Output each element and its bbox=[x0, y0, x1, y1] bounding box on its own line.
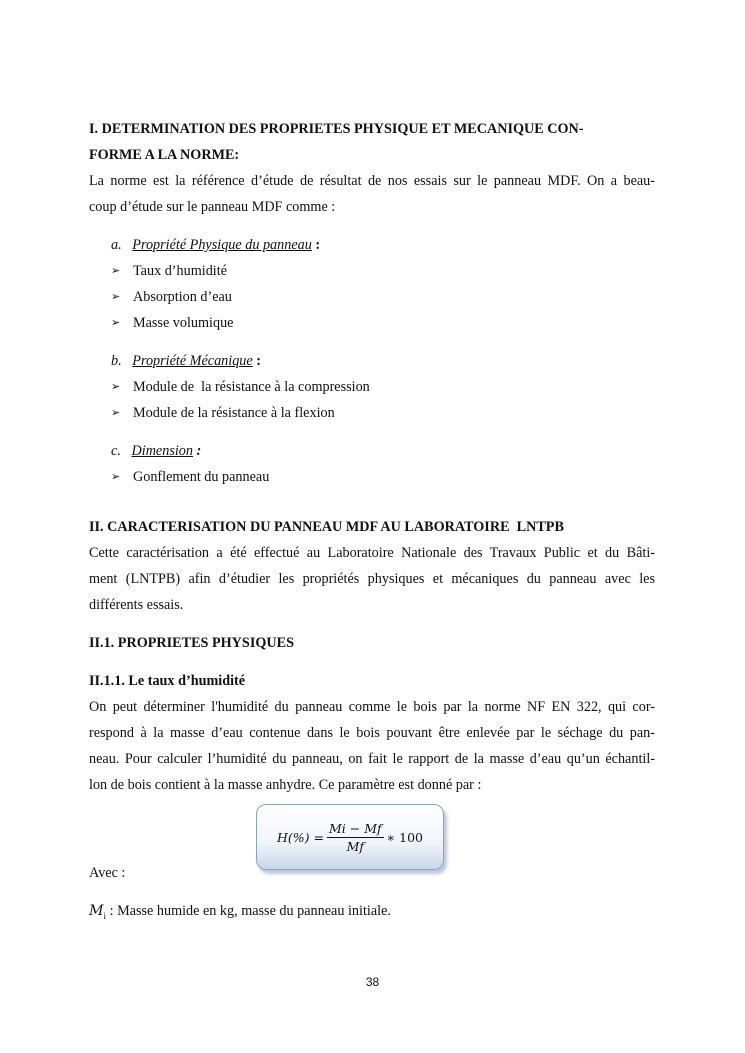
list-item-text: Absorption d’eau bbox=[133, 289, 232, 305]
list-item bbox=[111, 400, 655, 426]
section-1-intro-line1: La norme est la référence d’étude de résultat de nos essais sur le panneau MDF. On a beau- bbox=[89, 173, 655, 189]
definition-symbol: M bbox=[89, 903, 104, 919]
section-1-intro-line2: coup d’étude sur le panneau MDF comme : bbox=[89, 199, 336, 215]
section-2-1-1-title: II.1.1. Le taux d’humidité bbox=[89, 673, 246, 689]
document-page bbox=[89, 116, 655, 929]
list-item bbox=[111, 258, 655, 284]
arrow-right-icon: ➢ bbox=[111, 265, 121, 277]
group-b-heading bbox=[111, 348, 655, 374]
list-item bbox=[111, 284, 655, 310]
section-2-1-1-para-line4: lon de bois contient à la masse anhydre. Ce paramètre est donné par : bbox=[89, 777, 482, 793]
arrow-right-icon: ➢ bbox=[111, 407, 121, 419]
formula-numerator: Mi − Mf bbox=[329, 820, 382, 836]
list-item-text: Taux d’humidité bbox=[133, 263, 227, 279]
section-2-para-line1: Cette caractérisation a été effectué au Laboratoire Nationale des Travaux Public et du Bâti- bbox=[89, 545, 655, 561]
humidity-formula bbox=[277, 821, 423, 854]
definition-text: : Masse humide en kg, masse du panneau initiale. bbox=[106, 903, 391, 919]
group-c-label: Dimension bbox=[131, 443, 193, 459]
list-item-text: Masse volumique bbox=[133, 315, 234, 331]
formula-lhs: H(%) = bbox=[277, 829, 324, 845]
list-item bbox=[111, 310, 655, 336]
section-2-para-line2: ment (LNTPB) afin d’étudier les propriétés physiques et mécaniques du panneau avec les bbox=[89, 571, 655, 587]
section-2-1-title: II.1. PROPRIETES PHYSIQUES bbox=[89, 635, 294, 651]
section-2-1-1-para-line2: respond à la masse d’eau contenue dans le bois pouvant être enlevée par le séchage du pan- bbox=[89, 725, 655, 741]
definition-subscript: i bbox=[103, 910, 107, 921]
section-1-title-line1: I. DETERMINATION DES PROPRIETES PHYSIQUE ET MECANIQUE CON- bbox=[89, 121, 584, 137]
formula-box bbox=[256, 804, 444, 870]
arrow-right-icon: ➢ bbox=[111, 291, 121, 303]
group-a-heading bbox=[111, 232, 655, 258]
arrow-right-icon: ➢ bbox=[111, 317, 121, 329]
formula-rhs: ∗ 100 bbox=[386, 829, 423, 845]
formula-fraction bbox=[327, 821, 384, 854]
section-2-title: II. CARACTERISATION DU PANNEAU MDF AU LABORATOIRE LNTPB bbox=[89, 519, 564, 535]
section-2-para-line3: différents essais. bbox=[89, 597, 184, 613]
list-item bbox=[111, 374, 655, 400]
arrow-right-icon: ➢ bbox=[111, 471, 121, 483]
group-a-colon: : bbox=[311, 237, 321, 253]
formula-container bbox=[89, 804, 655, 874]
list-item-text: Gonflement du panneau bbox=[133, 469, 270, 485]
group-a-marker: a. bbox=[111, 237, 122, 253]
group-b-marker: b. bbox=[111, 353, 122, 369]
section-2-1-1-para-line3: neau. Pour calculer l’humidité du panneau, on fait le rapport de la masse d’eau qu’un échantil- bbox=[89, 751, 655, 767]
group-c-colon: : bbox=[192, 443, 202, 459]
list-item-text: Module de la résistance à la compression bbox=[133, 379, 370, 395]
list-item-text: Module de la résistance à la flexion bbox=[133, 405, 335, 421]
page-number: 38 bbox=[365, 975, 380, 989]
group-b-label: Propriété Mécanique bbox=[132, 353, 253, 369]
list-item bbox=[111, 464, 655, 490]
section-1-title-line2: FORME A LA NORME: bbox=[89, 147, 240, 163]
arrow-right-icon: ➢ bbox=[111, 381, 121, 393]
group-b-colon: : bbox=[252, 353, 261, 369]
formula-denominator: Mf bbox=[346, 838, 365, 854]
group-a-label: Propriété Physique du panneau bbox=[132, 237, 312, 253]
group-c-heading bbox=[111, 438, 655, 464]
avec-label: Avec : bbox=[89, 865, 126, 881]
section-2-1-1-para-line1: On peut déterminer l'humidité du panneau comme le bois par la norme NF EN 322, qui cor- bbox=[89, 699, 655, 715]
group-c-marker: c. bbox=[111, 443, 121, 459]
definition-mi bbox=[89, 898, 655, 929]
